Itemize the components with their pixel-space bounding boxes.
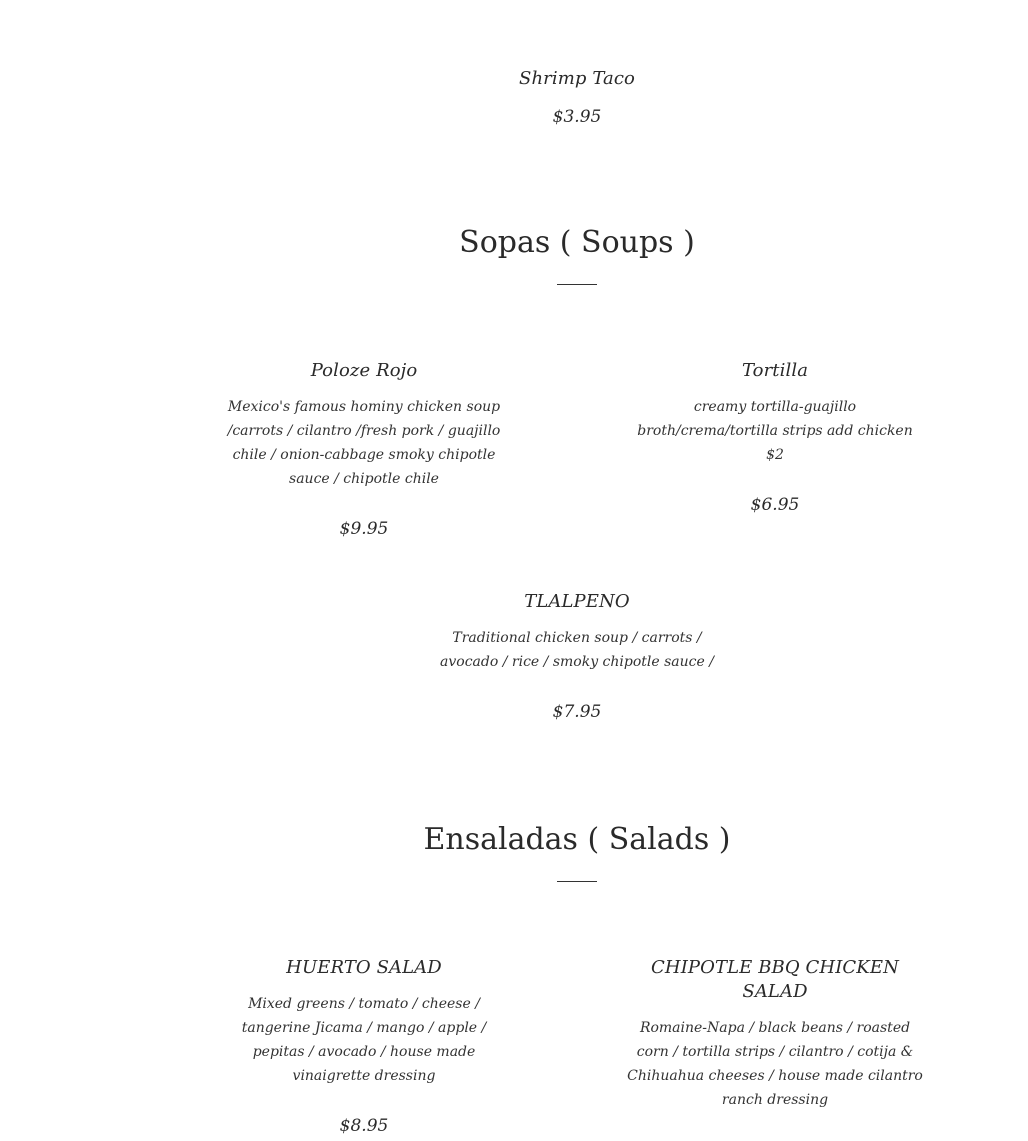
menu-item-name: Shrimp Taco — [519, 68, 635, 89]
menu-item-tlalpeno — [432, 590, 722, 724]
menu-item-description: creamy tortilla-guajillo broth/crema/tortilla strips add chicken $2 — [637, 399, 913, 463]
menu-item-tortilla — [636, 359, 914, 517]
menu-item-price: $3.95 — [552, 107, 602, 127]
menu-item-description: Mixed greens / tomato / cheese / tangerine Jicama / mango / apple / pepitas / avocado / house made vinaigrette dressing — [241, 996, 487, 1084]
menu-item-description: Traditional chicken soup / carrots / avocado / rice / smoky chipotle sauce / — [440, 630, 714, 670]
menu-item-description: Mexico's famous hominy chicken soup /carrots / cilantro /fresh pork / guajillo chile / onion-cabbage smoky chipotle sauce / chipotle chile — [227, 399, 501, 487]
section-divider — [557, 284, 597, 285]
section-title-salads: Ensaladas ( Salads ) — [423, 822, 731, 857]
menu-item-description: Romaine-Napa / black beans / roasted corn / tortilla strips / cilantro / cotija & Chihuahua cheeses / house made cilantro ranch dressing — [627, 1020, 923, 1108]
menu-item-chipotle-bbq-chicken-salad — [626, 956, 924, 1112]
menu-item-price: $6.95 — [750, 495, 800, 515]
section-title-soups: Sopas ( Soups ) — [459, 225, 695, 260]
menu-item-name: Tortilla — [741, 360, 809, 381]
menu-item-price: $8.95 — [339, 1116, 389, 1136]
menu-item-name: Poloze Rojo — [310, 360, 418, 381]
menu-item-poloze-rojo — [214, 359, 514, 541]
menu-item-price: $7.95 — [552, 702, 602, 722]
menu-item-name: HUERTO SALAD — [286, 957, 442, 978]
menu-item-huerto-salad — [222, 956, 506, 1138]
menu-item-shrimp-taco — [447, 67, 707, 129]
menu-item-name: TLALPENO — [524, 591, 630, 612]
menu-item-price: $9.95 — [339, 519, 389, 539]
section-divider — [557, 881, 597, 882]
menu-item-name: CHIPOTLE BBQ CHICKEN SALAD — [651, 957, 899, 1002]
